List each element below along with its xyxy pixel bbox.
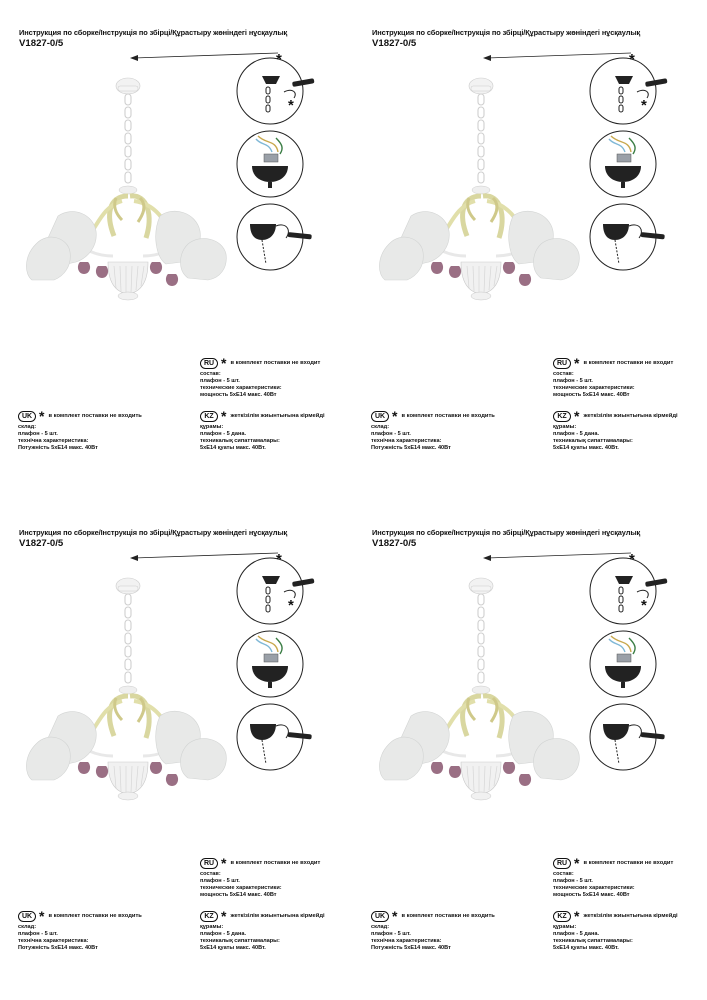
ru-line-2: плафон - 5 шт. <box>553 378 593 384</box>
instruction-title: Инструкция по сборке/Інструкція по збірці/Құрастыру жөніндегі нұсқаулық <box>372 528 641 537</box>
uk-line-2: плафон - 5 шт. <box>371 931 411 937</box>
uk-line-4: Потужність 5xE14 макс. 40Вт <box>371 445 451 451</box>
uk-block <box>371 410 495 452</box>
ru-star: * <box>574 855 580 871</box>
ru-line-4: мощность 5xE14 макс. 40Вт <box>553 892 630 898</box>
uk-line-4: Потужність 5xE14 макс. 40Вт <box>18 445 98 451</box>
instruction-title: Инструкция по сборке/Інструкція по збірці/Құрастыру жөніндегі нұсқаулық <box>19 28 288 37</box>
ru-line-4: мощность 5xE14 макс. 40Вт <box>200 392 277 398</box>
uk-line-1: склад: <box>18 424 37 430</box>
instruction-title: Инструкция по сборке/Інструкція по збірці/Құрастыру жөніндегі нұсқаулық <box>19 528 288 537</box>
kz-line-1: құрамы: <box>200 924 224 930</box>
kz-line-1: құрамы: <box>553 924 577 930</box>
uk-line-2: плафон - 5 шт. <box>371 431 411 437</box>
kz-block <box>553 410 678 452</box>
ru-line-3: технические характеристики: <box>553 385 635 391</box>
ru-block <box>553 857 673 899</box>
kz-note: жеткізілім жиынтығына кірмейді <box>583 912 678 919</box>
kz-note: жеткізілім жиынтығына кірмейді <box>230 412 325 419</box>
step-1-circle <box>237 51 315 124</box>
kz-line-2: плафон - 5 дана. <box>553 931 600 937</box>
ru-line-2: плафон - 5 шт. <box>553 878 593 884</box>
uk-line-2: плафон - 5 шт. <box>18 431 58 437</box>
step-marker-1: * <box>276 51 282 68</box>
uk-note: в комплект поставки не входить <box>401 912 495 919</box>
assembly-steps <box>236 551 306 774</box>
kz-note: жеткізілім жиынтығына кірмейді <box>230 912 325 919</box>
uk-note: в комплект поставки не входить <box>401 412 495 419</box>
step-marker-1: * <box>276 551 282 568</box>
ru-line-4: мощность 5xE14 макс. 40Вт <box>200 892 277 898</box>
assembly-steps <box>589 551 659 774</box>
kz-block <box>200 410 325 452</box>
step-marker-2: * <box>288 597 294 614</box>
ru-note: в комплект поставки не входит <box>230 859 321 866</box>
uk-block <box>18 410 142 452</box>
ru-line-1: состав: <box>200 871 221 877</box>
kz-line-2: плафон - 5 дана. <box>553 431 600 437</box>
uk-block <box>18 910 142 952</box>
ru-block <box>200 857 320 899</box>
header <box>372 528 702 549</box>
step-3-circle <box>590 704 665 770</box>
kz-line-4: 5xE14 қуаты макс. 40Вт. <box>200 945 266 951</box>
ru-star: * <box>574 355 580 371</box>
ru-line-4: мощность 5xE14 макс. 40Вт <box>553 392 630 398</box>
step-1-circle <box>237 551 315 624</box>
kz-badge: KZ <box>553 411 571 422</box>
kz-line-3: техникалық сипаттамалары: <box>200 938 280 944</box>
uk-line-4: Потужність 5xE14 макс. 40Вт <box>371 945 451 951</box>
kz-star: * <box>221 908 227 924</box>
step-2-circle <box>590 131 656 197</box>
ru-star: * <box>221 355 227 371</box>
kz-line-3: техникалық сипаттамалары: <box>553 938 633 944</box>
ru-badge: RU <box>553 358 571 369</box>
kz-star: * <box>221 408 227 424</box>
instruction-title: Инструкция по сборке/Інструкція по збірці/Құрастыру жөніндегі нұсқаулық <box>372 28 641 37</box>
uk-line-3: технічна характеристика: <box>371 938 442 944</box>
ru-block <box>200 357 320 399</box>
header <box>19 28 349 49</box>
ru-line-1: состав: <box>553 871 574 877</box>
step-2-circle <box>590 631 656 697</box>
uk-line-1: склад: <box>371 424 390 430</box>
ru-badge: RU <box>200 358 218 369</box>
uk-line-3: технічна характеристика: <box>18 938 89 944</box>
step-marker-2: * <box>641 597 647 614</box>
kz-line-1: құрамы: <box>200 424 224 430</box>
uk-note: в комплект поставки не входить <box>48 412 142 419</box>
ru-star: * <box>221 855 227 871</box>
kz-badge: KZ <box>200 411 218 422</box>
kz-line-2: плафон - 5 дана. <box>200 931 247 937</box>
kz-line-1: құрамы: <box>553 424 577 430</box>
ru-line-3: технические характеристики: <box>200 885 282 891</box>
ru-line-3: технические характеристики: <box>553 885 635 891</box>
uk-badge: UK <box>18 411 36 422</box>
kz-star: * <box>574 908 580 924</box>
kz-block <box>200 910 325 952</box>
chandelier-illustration <box>371 566 591 816</box>
step-marker-2: * <box>288 97 294 114</box>
kz-line-4: 5xE14 қуаты макс. 40Вт. <box>553 945 619 951</box>
assembly-steps <box>236 51 306 274</box>
ru-line-2: плафон - 5 шт. <box>200 378 240 384</box>
kz-line-2: плафон - 5 дана. <box>200 431 247 437</box>
ru-line-1: состав: <box>553 371 574 377</box>
model-number: V1827-0/5 <box>372 38 417 49</box>
assembly-steps <box>589 51 659 274</box>
uk-line-1: склад: <box>18 924 37 930</box>
uk-line-4: Потужність 5xE14 макс. 40Вт <box>18 945 98 951</box>
kz-star: * <box>574 408 580 424</box>
uk-star: * <box>39 908 45 924</box>
header <box>372 28 702 49</box>
uk-block <box>371 910 495 952</box>
ru-note: в комплект поставки не входит <box>230 359 321 366</box>
header <box>19 528 349 549</box>
uk-badge: UK <box>371 411 389 422</box>
ru-line-2: плафон - 5 шт. <box>200 878 240 884</box>
chandelier-illustration <box>371 66 591 316</box>
uk-line-3: технічна характеристика: <box>18 438 89 444</box>
step-marker-1: * <box>629 551 635 568</box>
uk-line-1: склад: <box>371 924 390 930</box>
step-3-circle <box>237 704 312 770</box>
step-1-circle <box>590 551 668 624</box>
step-2-circle <box>237 131 303 197</box>
instruction-panel <box>0 500 353 1000</box>
kz-line-4: 5xE14 қуаты макс. 40Вт. <box>200 445 266 451</box>
model-number: V1827-0/5 <box>19 538 64 549</box>
step-marker-1: * <box>629 51 635 68</box>
uk-badge: UK <box>18 911 36 922</box>
ru-badge: RU <box>553 858 571 869</box>
instruction-panel <box>0 0 353 500</box>
kz-block <box>553 910 678 952</box>
ru-line-3: технические характеристики: <box>200 385 282 391</box>
uk-line-3: технічна характеристика: <box>371 438 442 444</box>
uk-note: в комплект поставки не входить <box>48 912 142 919</box>
step-3-circle <box>590 204 665 270</box>
chandelier-illustration <box>18 66 238 316</box>
step-1-circle <box>590 51 668 124</box>
ru-note: в комплект поставки не входит <box>583 359 674 366</box>
step-3-circle <box>237 204 312 270</box>
ru-note: в комплект поставки не входит <box>583 859 674 866</box>
kz-line-4: 5xE14 қуаты макс. 40Вт. <box>553 445 619 451</box>
step-marker-2: * <box>641 97 647 114</box>
instruction-panel <box>353 0 706 500</box>
uk-star: * <box>392 408 398 424</box>
kz-note: жеткізілім жиынтығына кірмейді <box>583 412 678 419</box>
model-number: V1827-0/5 <box>19 38 64 49</box>
ru-block <box>553 357 673 399</box>
ru-badge: RU <box>200 858 218 869</box>
ru-line-1: состав: <box>200 371 221 377</box>
step-2-circle <box>237 631 303 697</box>
model-number: V1827-0/5 <box>372 538 417 549</box>
uk-star: * <box>392 908 398 924</box>
uk-badge: UK <box>371 911 389 922</box>
uk-line-2: плафон - 5 шт. <box>18 931 58 937</box>
uk-star: * <box>39 408 45 424</box>
instruction-panel <box>353 500 706 1000</box>
kz-line-3: техникалық сипаттамалары: <box>200 438 280 444</box>
chandelier-illustration <box>18 566 238 816</box>
kz-badge: KZ <box>200 911 218 922</box>
kz-line-3: техникалық сипаттамалары: <box>553 438 633 444</box>
kz-badge: KZ <box>553 911 571 922</box>
